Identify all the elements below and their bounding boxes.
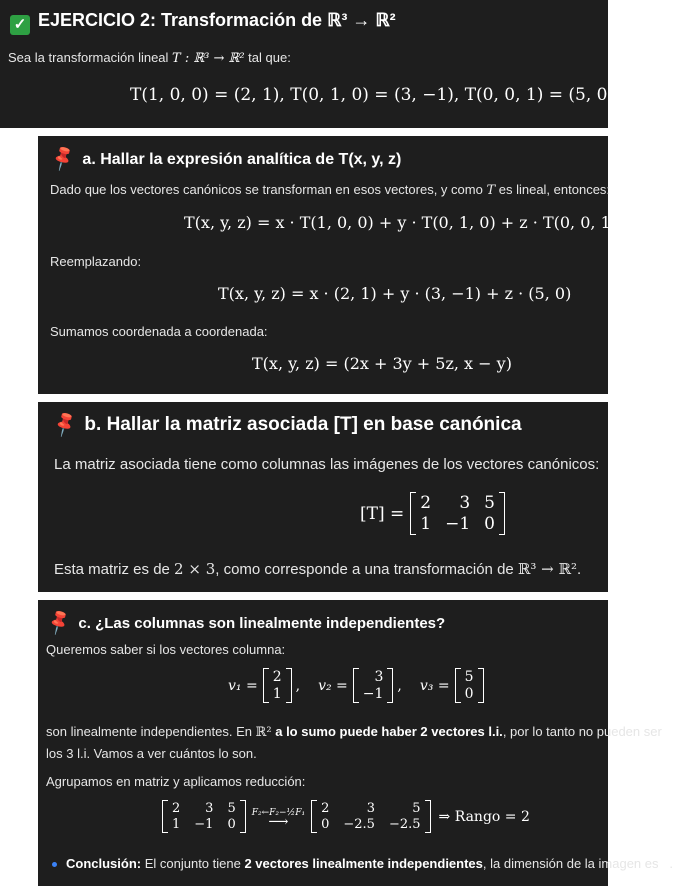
matrix-T-cells: 2 3 5 1 −1 0	[420, 493, 495, 534]
section-c-text3: los 3 l.i. Vamos a ver cuántos lo son.	[46, 746, 257, 761]
section-a-text3: Sumamos coordenada a coordenada:	[50, 324, 268, 339]
pushpin-icon: 📌	[50, 409, 80, 439]
given-values: T(1, 0, 0) = (2, 1), T(0, 1, 0) = (3, −1), T(0, 0, 1) = (5, 0)	[130, 85, 615, 105]
section-c-text2	[46, 724, 662, 740]
matrix-before: 2 3 5 1 −1 0	[162, 800, 246, 833]
section-c-title	[44, 607, 446, 637]
intro-post: tal que:	[244, 50, 291, 65]
column-vectors: v₁ = 2 1 , v₂ = 3 −1 , v₃ = 5 0	[228, 668, 484, 703]
section-a-eq1: T(x, y, z) = x · T(1, 0, 0) + y · T(0, 1, 0) + z · T(0, 0, 1)	[184, 213, 617, 232]
b-text2-post: .	[576, 561, 582, 578]
section-a-title-text: a. Hallar la expresión analítica de T(x, y, z)	[82, 151, 402, 168]
section-a-text2: Reemplazando:	[50, 254, 142, 269]
section-c-panel	[38, 600, 673, 886]
section-c-text4: Agrupamos en matriz y aplicamos reducción:	[46, 774, 306, 789]
section-b-title-text: b. Hallar la matriz asociada [T] en base canónica	[84, 414, 522, 435]
b-text2-math1: 2 × 3	[174, 560, 216, 578]
section-a-text1	[50, 182, 610, 198]
check-icon: ✓	[10, 15, 30, 35]
section-c-title-text: c. ¿Las columnas son linealmente independientes?	[78, 615, 446, 632]
vector-v3: 5 0	[455, 668, 484, 703]
row-reduction	[162, 800, 530, 833]
exercise-title	[10, 10, 396, 35]
a-text1-pre: Dado que los vectores canónicos se transforman en esos vectores, y como	[50, 182, 487, 197]
b-text2-mid: , como corresponde a una transformación de	[215, 561, 518, 578]
intro-pre: Sea la transformación lineal	[8, 50, 173, 65]
exercise-intro	[8, 50, 291, 66]
section-c-text1: Queremos saber si los vectores columna:	[46, 642, 286, 657]
exercise-header-panel	[0, 0, 615, 128]
intro-math: T : ℝ³ → ℝ²	[172, 51, 245, 66]
c-text2-math: ℝ²	[255, 725, 272, 740]
a-text1-math: T	[486, 183, 496, 198]
v3-label: v₃ =	[419, 677, 450, 694]
row-operation: F₂←F₂−½F₁ ⟶	[251, 807, 306, 830]
b-text2-math2: ℝ³ → ℝ²	[517, 560, 577, 578]
conclusion-label: Conclusión:	[66, 856, 142, 871]
matrix-lhs: [T] =	[360, 503, 405, 524]
rank-result: ⇒ Rango = 2	[438, 808, 530, 825]
section-a-eq3: T(x, y, z) = (2x + 3y + 5z, x − y)	[252, 354, 512, 373]
section-a-panel	[38, 136, 617, 394]
c-text2-pre: son linealmente independientes. En	[46, 724, 256, 739]
vector-v1: 2 1	[263, 668, 292, 703]
vector-v2: 3 −1	[353, 668, 394, 703]
section-a-title	[48, 143, 402, 173]
b-text2-pre: Esta matriz es de	[54, 561, 175, 578]
matrix-after: 2 3 5 0 −2.5 −2.5	[311, 800, 430, 833]
v2-label: v₂ =	[318, 677, 348, 694]
section-a-eq2: T(x, y, z) = x · (2, 1) + y · (3, −1) + z · (5, 0)	[218, 284, 572, 303]
matrix-T	[410, 492, 505, 535]
section-b-matrix-eq	[360, 492, 505, 535]
c-text2-post: , por lo tanto no pueden ser	[502, 724, 662, 739]
pushpin-icon: 📌	[44, 607, 74, 637]
a-text1-post: es lineal, entonces:	[495, 182, 611, 197]
c-text2-bold: a lo sumo puede haber 2 vectores l.i.	[271, 724, 503, 739]
bullet-icon	[52, 862, 57, 867]
exercise-title-text: EJERCICIO 2: Transformación de ℝ³ → ℝ²	[38, 10, 396, 30]
pushpin-icon: 📌	[48, 143, 78, 173]
section-b-text2	[54, 560, 581, 578]
section-b-text1: La matriz asociada tiene como columnas las imágenes de los vectores canónicos:	[54, 456, 600, 473]
v1-label: v₁ =	[228, 677, 258, 694]
section-b-title	[50, 409, 522, 439]
conclusion: Conclusión: El conjunto tiene 2 vectores linealmente independientes, la dimensión de la imagen es 2.	[66, 856, 673, 871]
section-b-panel	[38, 402, 608, 592]
